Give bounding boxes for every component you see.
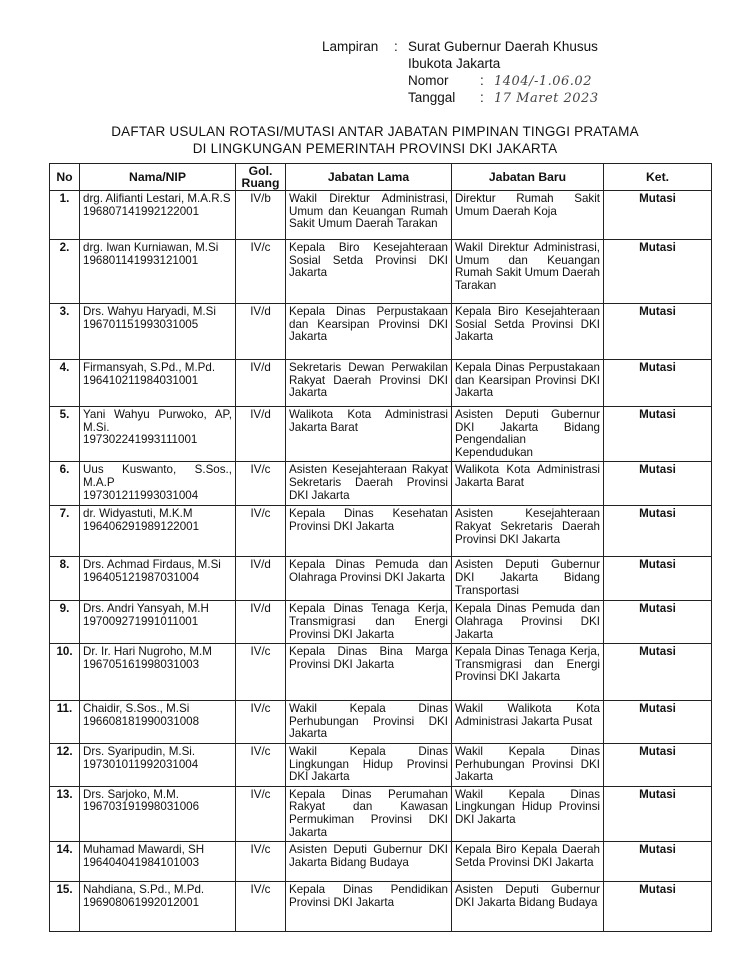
header-gol-ruang [236, 164, 286, 191]
row-nama: Yani Wahyu Purwoko, AP, M.Si. [83, 408, 232, 434]
table-row [50, 506, 712, 557]
table-row [50, 842, 712, 882]
nomor-handwritten-value: 1404/-1.06.02 [494, 74, 592, 89]
row-number: 6. [50, 462, 80, 506]
table-row [50, 240, 712, 304]
table-row [50, 644, 712, 701]
row-keterangan: Mutasi [604, 360, 712, 407]
row-keterangan: Mutasi [604, 842, 712, 882]
header-no: No [50, 164, 80, 191]
header-gol-line2: Ruang [241, 176, 280, 190]
row-gol-ruang: IV/d [236, 407, 286, 462]
table-row [50, 743, 712, 786]
row-nip: 196406291989122001 [83, 519, 200, 533]
header-ket: Ket. [604, 164, 712, 191]
row-gol-ruang: IV/d [236, 557, 286, 601]
row-jabatan-baru: Asisten Deputi Gubernur DKI Jakarta Bidang Pengendalian Kependudukan [452, 407, 604, 462]
row-nama-nip [80, 240, 236, 304]
surat-line2: Ibukota Jakarta [408, 56, 501, 71]
row-nama-nip [80, 786, 236, 841]
row-nama: Dr. Ir. Hari Nugroho, M.M [83, 645, 212, 659]
row-nama-nip [80, 462, 236, 506]
row-gol-ruang: IV/d [236, 601, 286, 644]
row-nama-nip [80, 557, 236, 601]
row-nama: dr. Widyastuti, M.K.M [83, 507, 193, 521]
row-gol-ruang: IV/c [236, 882, 286, 932]
row-jabatan-lama: Wakil Kepala Dinas Perhubungan Provinsi DKI Jakarta [286, 701, 452, 744]
row-jabatan-lama: Wakil Kepala Dinas Lingkungan Hidup Provinsi DKI Jakarta [286, 743, 452, 786]
table-row [50, 462, 712, 506]
row-keterangan: Mutasi [604, 786, 712, 841]
row-nip: 196908061992012001 [83, 895, 200, 909]
row-keterangan: Mutasi [604, 882, 712, 932]
row-gol-ruang: IV/c [236, 786, 286, 841]
row-nip: 197301211993031004 [83, 488, 199, 502]
row-nama: Drs. Sarjoko, M.M. [83, 787, 179, 801]
row-nama-nip [80, 360, 236, 407]
row-nip: 197009271991011001 [83, 614, 199, 628]
row-nip: 196703191998031006 [83, 800, 200, 814]
row-number: 4. [50, 360, 80, 407]
row-gol-ruang: IV/c [236, 701, 286, 744]
row-number: 11. [50, 701, 80, 744]
row-gol-ruang: IV/c [236, 842, 286, 882]
row-number: 2. [50, 240, 80, 304]
header-jabatan-lama: Jabatan Lama [286, 164, 452, 191]
row-jabatan-baru: Direktur Rumah Sakit Umum Daerah Koja [452, 191, 604, 240]
tanggal-colon: : [480, 90, 484, 105]
row-number: 14. [50, 842, 80, 882]
row-nip: 196608181990031008 [83, 714, 200, 728]
row-nama: Drs. Achmad Firdaus, M.Si [83, 558, 221, 572]
row-nama: Drs. Andri Yansyah, M.H [83, 602, 209, 616]
row-number: 5. [50, 407, 80, 462]
row-jabatan-lama: Kepala Dinas Pendidikan Provinsi DKI Jakarta [286, 882, 452, 932]
row-jabatan-baru: Kepala Biro Kesejahteraan Sosial Setda Provinsi DKI Jakarta [452, 304, 604, 360]
document-title-line1: DAFTAR USULAN ROTASI/MUTASI ANTAR JABATAN PIMPINAN TINGGI PRATAMA [111, 124, 639, 139]
row-jabatan-baru: Kepala Dinas Pemuda dan Olahraga Provinsi DKI Jakarta [452, 601, 604, 644]
row-jabatan-lama: Kepala Dinas Pemuda dan Olahraga Provinsi DKI Jakarta [286, 557, 452, 601]
table-row [50, 407, 712, 462]
row-nip: 196801141993121001 [83, 253, 199, 267]
row-keterangan: Mutasi [604, 506, 712, 557]
row-nama: Uus Kuswanto, S.Sos., M.A.P [83, 463, 232, 489]
row-jabatan-lama: Kepala Dinas Bina Marga Provinsi DKI Jakarta [286, 644, 452, 701]
row-jabatan-baru: Asisten Deputi Gubernur DKI Jakarta Bidang Transportasi [452, 557, 604, 601]
row-nama: Nahdiana, S.Pd., M.Pd. [83, 883, 205, 897]
row-nama-nip [80, 304, 236, 360]
lampiran-colon: : [394, 39, 398, 54]
row-jabatan-lama: Kepala Dinas Perumahan Rakyat dan Kawasan Permukiman Provinsi DKI Jakarta [286, 786, 452, 841]
row-keterangan: Mutasi [604, 557, 712, 601]
row-jabatan-baru: Walikota Kota Administrasi Jakarta Barat [452, 462, 604, 506]
row-number: 10. [50, 644, 80, 701]
header-jabatan-baru: Jabatan Baru [452, 164, 604, 191]
table-row [50, 557, 712, 601]
row-jabatan-baru: Kepala Biro Kepala Daerah Setda Provinsi DKI Jakarta [452, 842, 604, 882]
nomor-label: Nomor [408, 73, 449, 88]
row-gol-ruang: IV/c [236, 506, 286, 557]
row-number: 12. [50, 743, 80, 786]
row-keterangan: Mutasi [604, 304, 712, 360]
tanggal-handwritten-value: 17 Maret 2023 [494, 91, 599, 106]
surat-line1: Surat Gubernur Daerah Khusus [408, 39, 598, 54]
row-keterangan: Mutasi [604, 462, 712, 506]
row-jabatan-baru: Asisten Deputi Gubernur DKI Jakarta Bidang Budaya [452, 882, 604, 932]
row-nama: drg. Alifianti Lestari, M.A.R.S [83, 192, 231, 205]
row-nama-nip [80, 644, 236, 701]
row-nama-nip [80, 191, 236, 240]
row-jabatan-lama: Asisten Kesejahteraan Rakyat Sekretaris Daerah Provinsi DKI Jakarta [286, 462, 452, 506]
row-jabatan-lama: Kepala Dinas Kesehatan Provinsi DKI Jakarta [286, 506, 452, 557]
header-gol-line1: Gol. [248, 164, 273, 178]
row-nama-nip [80, 601, 236, 644]
row-number: 9. [50, 601, 80, 644]
row-number: 1. [50, 191, 80, 240]
row-jabatan-lama: Kepala Dinas Perpustakaan dan Kearsipan Provinsi DKI Jakarta [286, 304, 452, 360]
header-nama-nip: Nama/NIP [80, 164, 236, 191]
row-jabatan-lama: Walikota Kota Administrasi Jakarta Barat [286, 407, 452, 462]
tanggal-label: Tanggal [408, 90, 456, 105]
row-nama: Chaidir, S.Sos., M.Si [83, 702, 190, 716]
row-number: 13. [50, 786, 80, 841]
row-nip: 196404041984101003 [83, 855, 200, 869]
table-row [50, 191, 712, 240]
row-gol-ruang: IV/c [236, 462, 286, 506]
row-nama: Drs. Syaripudin, M.Si. [83, 744, 196, 758]
row-gol-ruang: IV/c [236, 240, 286, 304]
row-jabatan-lama: Kepala Dinas Tenaga Kerja, Transmigrasi dan Energi Provinsi DKI Jakarta [286, 601, 452, 644]
row-gol-ruang: IV/c [236, 743, 286, 786]
row-keterangan: Mutasi [604, 407, 712, 462]
row-nama-nip [80, 407, 236, 462]
row-nama-nip [80, 882, 236, 932]
tanggal-row [408, 89, 599, 107]
row-jabatan-baru: Kepala Dinas Perpustakaan dan Kearsipan Provinsi DKI Jakarta [452, 360, 604, 407]
row-jabatan-lama: Wakil Direktur Administrasi, Umum dan Keuangan Rumah Sakit Umum Daerah Tarakan [286, 191, 452, 240]
row-nip: 196701151993031005 [83, 317, 199, 331]
nomor-colon: : [480, 73, 484, 88]
surat-line2-row [408, 55, 500, 72]
row-keterangan: Mutasi [604, 240, 712, 304]
row-gol-ruang: IV/d [236, 304, 286, 360]
row-number: 3. [50, 304, 80, 360]
row-keterangan: Mutasi [604, 743, 712, 786]
lampiran-block [322, 38, 598, 55]
row-gol-ruang: IV/b [236, 191, 286, 240]
rotation-table [49, 163, 712, 932]
row-nama: drg. Iwan Kurniawan, M.Si [83, 241, 219, 254]
document-title-line2: DI LINGKUNGAN PEMERINTAH PROVINSI DKI JAKARTA [192, 141, 558, 156]
row-jabatan-baru: Asisten Kesejahteraan Rakyat Sekretaris Daerah Provinsi DKI Jakarta [452, 506, 604, 557]
table-header-row [50, 164, 712, 191]
row-nip: 196410211984031001 [83, 373, 199, 387]
row-jabatan-lama: Sekretaris Dewan Perwakilan Rakyat Daerah Provinsi DKI Jakarta [286, 360, 452, 407]
row-keterangan: Mutasi [604, 701, 712, 744]
table-row [50, 304, 712, 360]
row-gol-ruang: IV/c [236, 644, 286, 701]
row-jabatan-baru: Wakil Kepala Dinas Lingkungan Hidup Provinsi DKI Jakarta [452, 786, 604, 841]
table-row [50, 701, 712, 744]
row-nama-nip [80, 701, 236, 744]
row-number: 7. [50, 506, 80, 557]
nomor-row [408, 72, 592, 90]
row-jabatan-lama: Kepala Biro Kesejahteraan Sosial Setda Provinsi DKI Jakarta [286, 240, 452, 304]
table-row [50, 786, 712, 841]
row-nip: 196807141992122001 [83, 204, 200, 218]
row-nama: Firmansyah, S.Pd., M.Pd. [83, 361, 216, 374]
row-nip: 196405121987031004 [83, 570, 200, 584]
row-nama: Muhamad Mawardi, SH [83, 843, 205, 857]
row-jabatan-lama: Asisten Deputi Gubernur DKI Jakarta Bidang Budaya [286, 842, 452, 882]
row-jabatan-baru: Kepala Dinas Tenaga Kerja, Transmigrasi dan Energi Provinsi DKI Jakarta [452, 644, 604, 701]
row-keterangan: Mutasi [604, 601, 712, 644]
row-nama-nip [80, 743, 236, 786]
row-nip: 196705161998031003 [83, 657, 200, 671]
row-number: 8. [50, 557, 80, 601]
row-nip: 197302241993111001 [83, 433, 198, 447]
row-nip: 197301011992031004 [83, 757, 199, 771]
row-jabatan-baru: Wakil Walikota Kota Administrasi Jakarta Pusat [452, 701, 604, 744]
row-nama-nip [80, 842, 236, 882]
table-row [50, 601, 712, 644]
table-row [50, 882, 712, 932]
row-nama-nip [80, 506, 236, 557]
table-row [50, 360, 712, 407]
row-jabatan-baru: Wakil Direktur Administrasi, Umum dan Keuangan Rumah Sakit Umum Daerah Tarakan [452, 240, 604, 304]
row-nama: Drs. Wahyu Haryadi, M.Si [83, 305, 216, 318]
row-jabatan-baru: Wakil Kepala Dinas Perhubungan Provinsi DKI Jakarta [452, 743, 604, 786]
row-keterangan: Mutasi [604, 644, 712, 701]
lampiran-label: Lampiran [322, 39, 379, 54]
row-gol-ruang: IV/d [236, 360, 286, 407]
row-number: 15. [50, 882, 80, 932]
row-keterangan: Mutasi [604, 191, 712, 240]
